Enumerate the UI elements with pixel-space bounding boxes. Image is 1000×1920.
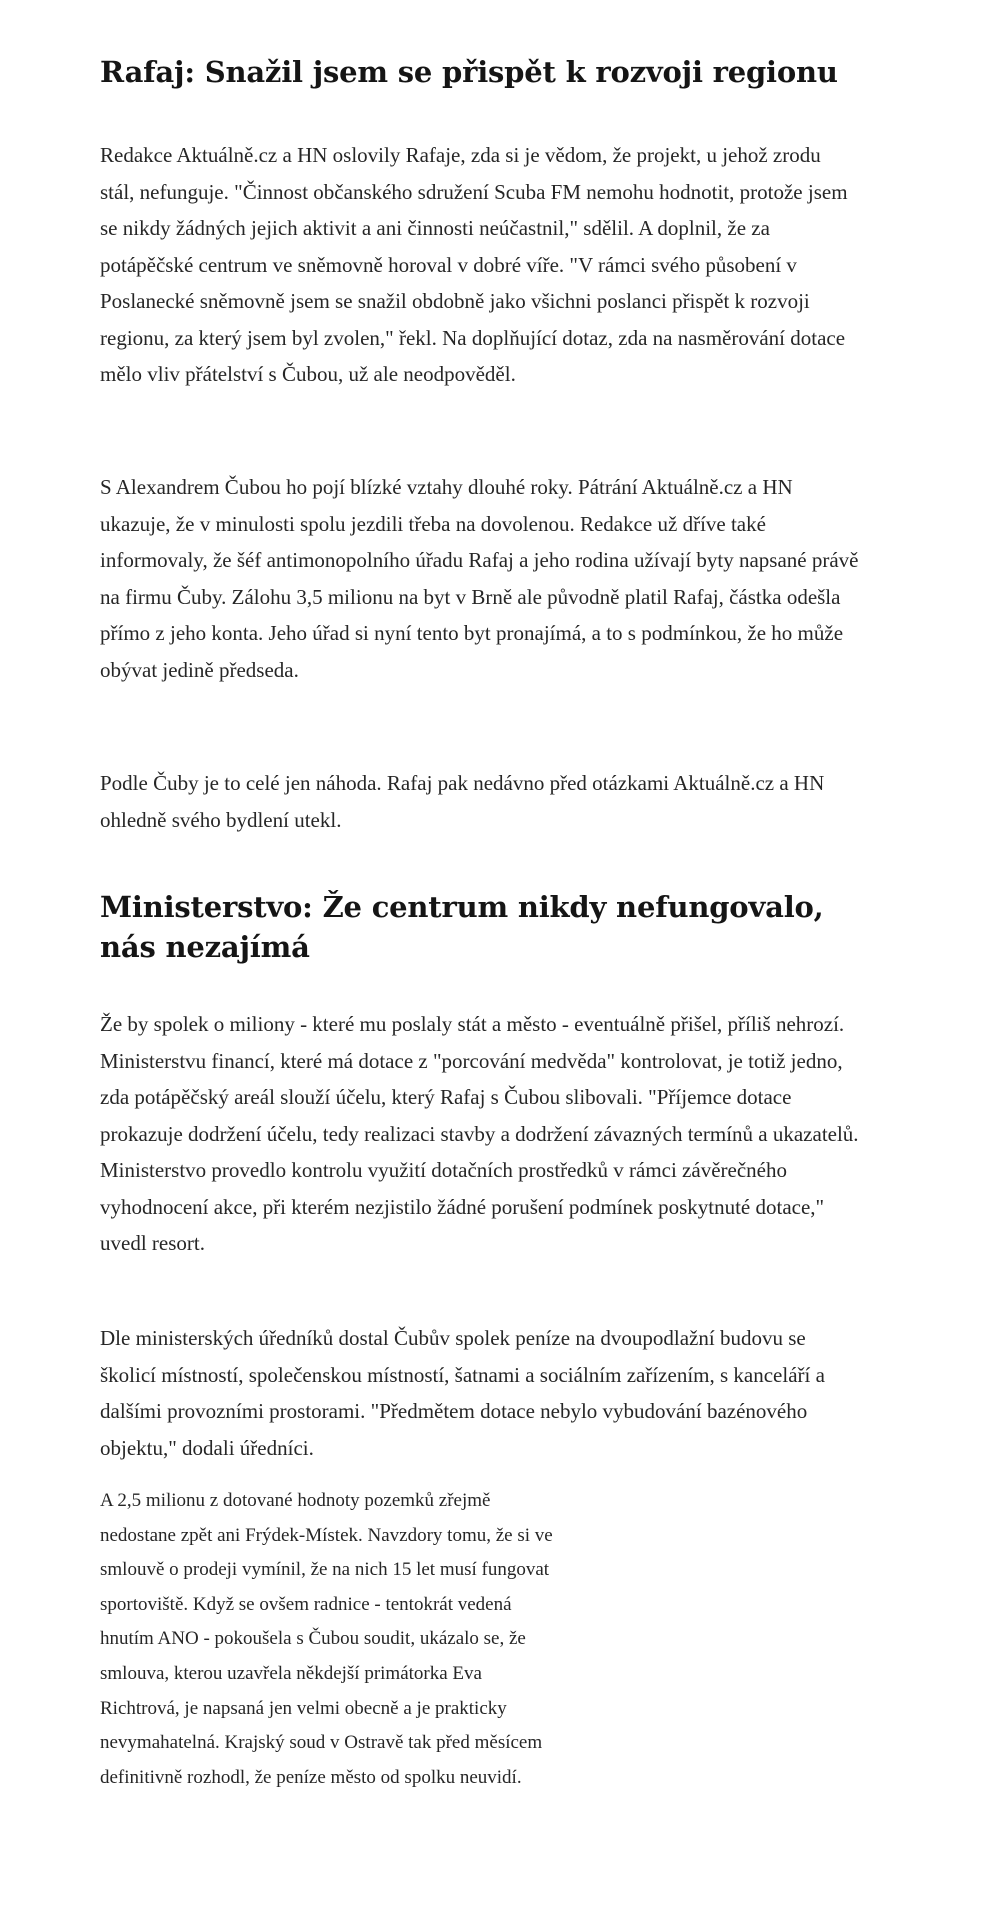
paragraph: Podle Čuby je to celé jen náhoda. Rafaj pak nedávno před otázkami Aktuálně.cz a HN ohledně svého bydlení utekl. bbox=[100, 771, 825, 832]
paragraph: Že by spolek o miliony - které mu poslaly stát a město - eventuálně přišel, příliš nehrozí. Ministerstvu financí, které má dotace z "porcování medvěda" kontrolovat, je totiž jedno, zda potápěčský areál slouží účelu, který Rafaj s Čubou slibovali. "Příjemce dotace prokazuje dodržení účelu, tedy realizaci stavby a dodržení závazných termínů a ukazatelů. Ministerstvo provedlo kontrolu využití dotačních prostředků v rámci závěrečného vyhodnocení akce, při kterém nezjistilo žádné porušení podmínek poskytnuté dotace," uvedl resort. bbox=[100, 1012, 859, 1255]
paragraph: S Alexandrem Čubou ho pojí blízké vztahy dlouhé roky. Pátrání Aktuálně.cz a HN ukazuje, že v minulosti spolu jezdili třeba na dovolenou. Redakce už dříve také informovaly, že šéf antimonopolního úřadu Rafaj a jeho rodina užívají byty napsané právě na firmu Čuby. Zálohu 3,5 milionu na byt v Brně ale původně platil Rafaj, částka odešla přímo z jeho konta. Jeho úřad si nyní tento byt pronajímá, a to s podmínkou, že ho může obývat jedině předseda. bbox=[100, 475, 859, 682]
paragraph: Dle ministerských úředníků dostal Čubův spolek peníze na dvoupodlažní budovu se školicí místností, společenskou místností, šatnami a sociálním zařízením, s kanceláří a dalšími provozními prostorami. "Předmětem dotace nebylo vybudování bazénového objektu," dodali úředníci. bbox=[100, 1326, 825, 1460]
paragraph-narrow: A 2,5 milionu z dotované hodnoty pozemků zřejmě nedostane zpět ani Frýdek-Místek. Navzdory tomu, že si ve smlouvě o prodeji vymínil, že na nich 15 let musí fungovat sportoviště. Když se ovšem radnice - tentokrát vedená hnutím ANO - pokoušela s Čubou soudit, ukázalo se, že smlouva, kterou uzavřela někdejší primátorka Eva Richtrová, je napsaná jen velmi obecně a je prakticky nevymahatelná. Krajský soud v Ostravě tak před měsícem definitivně rozhodl, že peníze město od spolku neuvidí. bbox=[100, 1490, 553, 1788]
section-heading-rafaj: Rafaj: Snažil jsem se přispět k rozvoji regionu bbox=[100, 55, 838, 89]
paragraph: Redakce Aktuálně.cz a HN oslovily Rafaje, zda si je vědom, že projekt, u jehož zrodu stál, nefunguje. "Činnost občanského sdružení Scuba FM nemohu hodnotit, protože jsem se nikdy žádných jejich aktivit a ani činnosti neúčastnil," sdělil. A doplnil, že za potápěčské centrum ve sněmovně horoval v dobré víře. "V rámci svého působení v Poslanecké sněmovně jsem se snažil obdobně jako všichni poslanci přispět k rozvoji regionu, za který jsem byl zvolen," řekl. Na doplňující dotaz, zda na nasměrování dotace mělo vliv přátelství s Čubou, už ale neodpověděl. bbox=[100, 143, 848, 386]
section-heading-ministerstvo: Ministerstvo: Že centrum nikdy nefungovalo, nás nezajímá bbox=[100, 890, 824, 964]
